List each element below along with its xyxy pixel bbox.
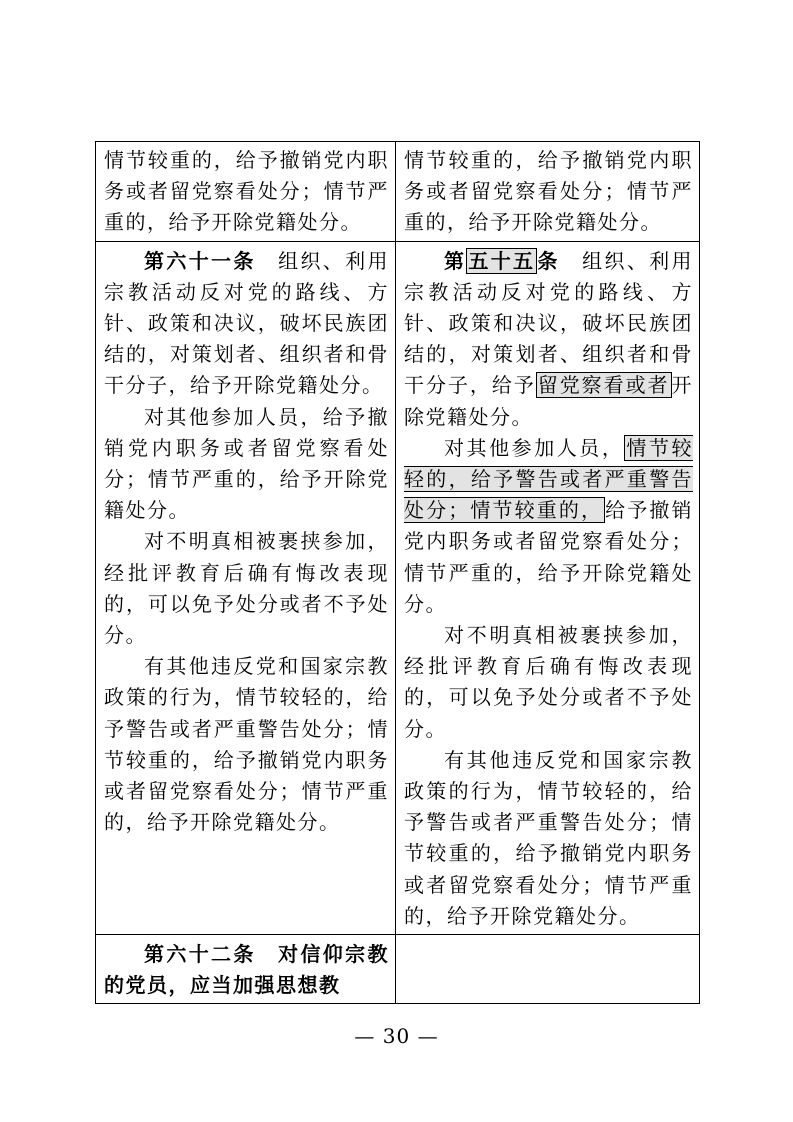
paragraph-text: 组织、利用宗教活动反对党的路线、方针、政策和决议，破坏民族团结的，对策划者、组织者和骨干分子，给予开除党籍处分。 xyxy=(104,248,389,398)
article-number-highlight: 五十五 xyxy=(468,248,536,273)
old-text-cell xyxy=(96,935,396,1004)
paragraph: 情节较重的，给予撤销党内职务或者留党察看处分；情节严重的，给予开除党籍处分。 xyxy=(104,148,389,235)
paragraph-text: 开除党籍处分。 xyxy=(404,373,693,429)
comparison-table xyxy=(95,141,700,1004)
paragraph xyxy=(404,246,693,433)
paragraph: 对不明真相被裹挟参加，经批评教育后确有悔改表现的，可以免予处分或者不予处分。 xyxy=(104,529,389,648)
paragraph: 有其他违反党和国家宗教政策的行为，情节较轻的，给予警告或者严重警告处分；情节较重的，给予撤销党内职务或者留党察看处分；情节严重的，给予开除党籍处分。 xyxy=(404,747,693,928)
paragraph xyxy=(104,939,389,1001)
paragraph xyxy=(404,433,693,620)
paragraph-text: 对其他参加人员， xyxy=(444,435,625,460)
table-row xyxy=(96,935,700,1004)
old-text-cell xyxy=(96,142,396,242)
paragraph-text: 组织、利用宗教活动反对党的路线、方针、政策和决议，破坏民族团结的，对策划者、组织者和骨干分子，给予 xyxy=(404,248,694,398)
new-text-cell xyxy=(396,241,700,934)
table-row xyxy=(96,142,700,242)
article-number: 第六十二条 xyxy=(144,942,256,967)
new-text-cell xyxy=(396,935,700,1004)
inserted-text-highlight: 留党察看或者 xyxy=(537,373,670,398)
paragraph: 有其他违反党和国家宗教政策的行为，情节较轻的，给予警告或者严重警告处分；情节较重的，给予撤销党内职务或者留党察看处分；情节严重的，给予开除党籍处分。 xyxy=(104,654,389,835)
old-text-cell xyxy=(96,241,396,934)
new-text-cell xyxy=(396,142,700,242)
paragraph xyxy=(104,246,389,402)
article-prefix: 第 xyxy=(444,248,467,273)
table-row xyxy=(96,241,700,934)
paragraph-text: 给予撤销党内职务或者留党察看处分；情节严重的，给予开除党籍处分。 xyxy=(404,498,693,616)
paragraph: 情节较重的，给予撤销党内职务或者留党察看处分；情节严重的，给予开除党籍处分。 xyxy=(404,148,693,235)
paragraph-text: 对信仰宗教的党员，应当加强思想教 xyxy=(104,942,389,998)
inserted-text-highlight: 情节较轻的，给予警告或者严重警告处分；情节较重的， xyxy=(404,435,694,523)
page-number: — 30 — xyxy=(354,1024,439,1048)
article-suffix: 条 xyxy=(537,248,560,273)
article-number: 第六十一条 xyxy=(144,248,256,273)
paragraph: 对不明真相被裹挟参加，经批评教育后确有悔改表现的，可以免予处分或者不予处分。 xyxy=(404,623,693,741)
paragraph: 对其他参加人员，给予撤销党内职务或者留党察看处分；情节严重的，给予开除党籍处分。 xyxy=(104,404,389,523)
